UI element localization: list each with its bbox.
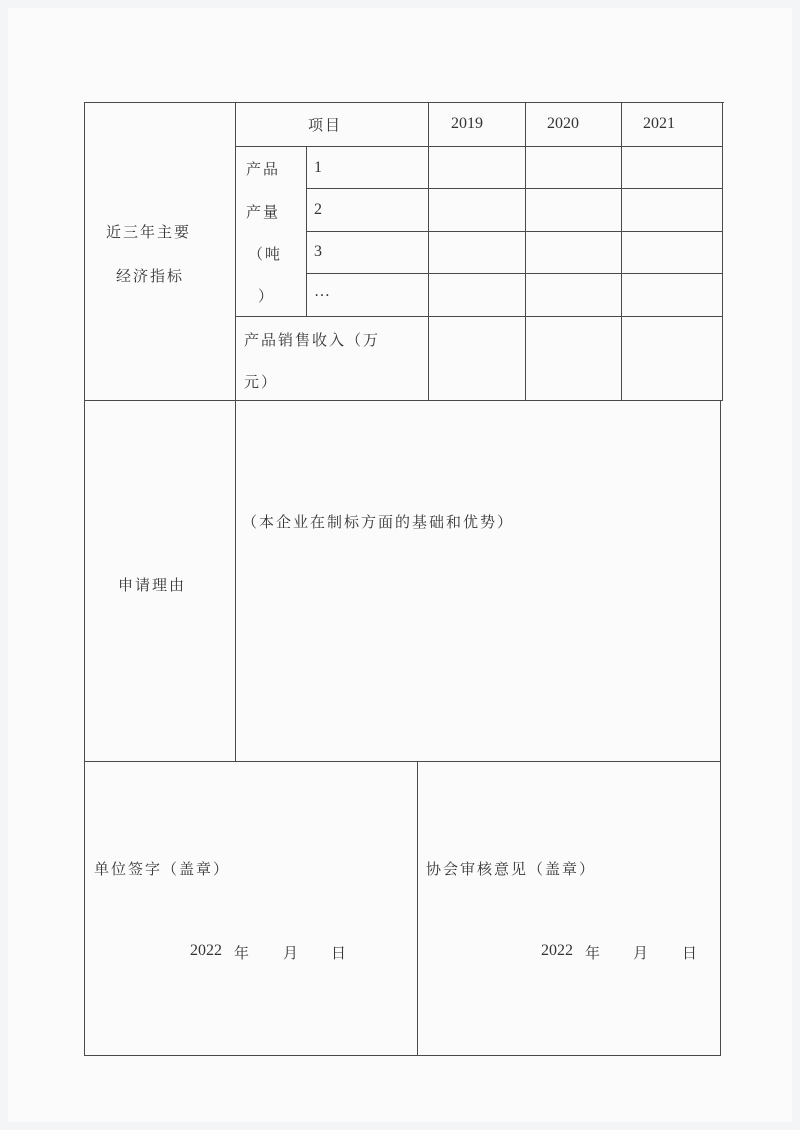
cell-row2-2019[interactable] [429,189,525,231]
output-label-line2: 产量 [246,203,281,221]
cell-row3-2021[interactable] [622,232,722,273]
cell-sales-2020[interactable] [526,317,621,400]
table-right-border-lower [720,400,721,1056]
unit-date-year: 2022 [190,942,222,959]
output-label-line1: 产品 [246,160,281,178]
cell-sales-2021[interactable] [622,317,722,400]
association-review-label: 协会审核意见（盖章） [426,860,597,878]
output-label-line4: ） [258,287,276,305]
econ-label-line2: 经济指标 [116,267,185,285]
cell-row1-2021[interactable] [622,147,722,188]
unit-date-month: 月 [283,944,301,962]
cell-row2-2020[interactable] [526,189,621,231]
association-date-year-unit: 年 [585,944,603,962]
header-year-2021: 2021 [643,115,675,132]
unit-signature-label: 单位签字（盖章） [94,860,231,878]
row-3-bottom [306,273,723,274]
econ-label-line1: 近三年主要 [106,223,192,241]
table-top-border [84,102,724,103]
sales-label-line1: 产品销售收入（万 [244,331,381,349]
reason-label: 申请理由 [118,576,187,594]
table-left-border [84,102,85,1056]
product-row-3: 3 [314,243,322,260]
header-year-2019: 2019 [451,115,483,132]
association-date-day: 日 [682,944,700,962]
cell-row3-2020[interactable] [526,232,621,273]
cell-row2-2021[interactable] [622,189,722,231]
association-date-month: 月 [633,944,651,962]
product-row-1: 1 [314,159,322,176]
cell-row1-2019[interactable] [429,147,525,188]
table-bottom-border [84,1055,720,1056]
cell-row3-2019[interactable] [429,232,525,273]
unit-date-day: 日 [331,944,349,962]
sales-label-line2: 元） [244,373,279,391]
header-year-2020: 2020 [547,115,579,132]
header-item-label: 项目 [308,116,343,134]
reason-hint: （本企业在制标方面的基础和优势） [242,513,515,531]
product-row-2: 2 [314,201,322,218]
reason-section-bottom [84,761,721,762]
unit-date-year-unit: 年 [234,944,252,962]
output-label-line3: （吨 [248,245,283,263]
association-date-year: 2022 [541,942,573,959]
cell-row1-2020[interactable] [526,147,621,188]
cell-sales-2019[interactable] [429,317,525,400]
reason-input-area[interactable] [236,401,720,761]
product-row-ellipsis: … [314,283,330,300]
signature-divider [417,761,418,1056]
